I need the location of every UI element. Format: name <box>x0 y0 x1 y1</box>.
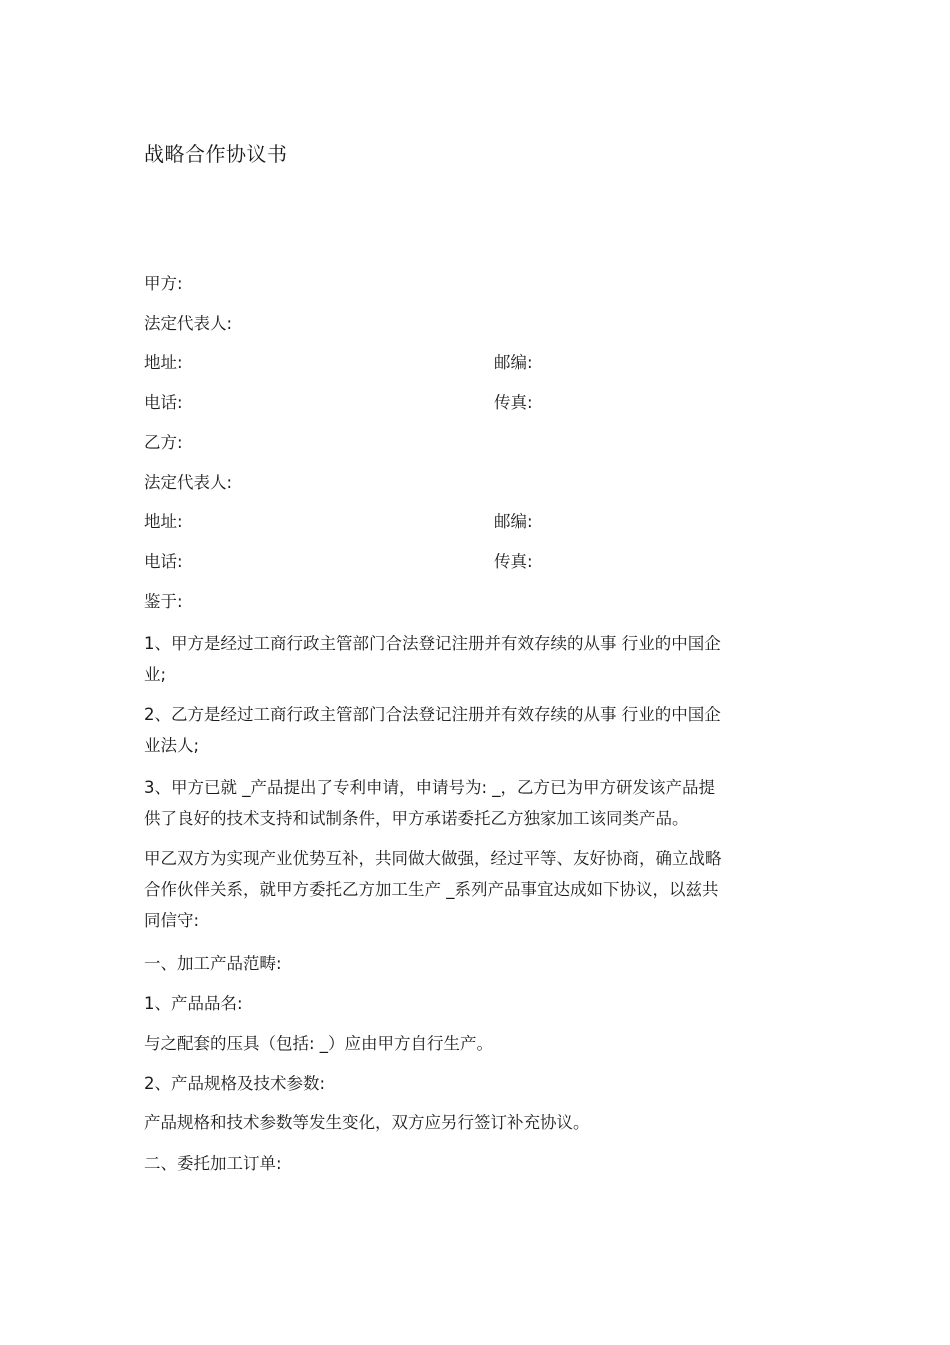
party-a-fax: 传真: <box>494 393 533 412</box>
clause-1-line-2: 业; <box>144 665 167 684</box>
section-1-item-1: 1、产品品名: <box>144 994 243 1013</box>
clause-2 <box>144 699 804 761</box>
clause-2-line-1: 2、乙方是经过工商行政主管部门合法登记注册并有效存续的从事 行业的中国企 <box>144 705 721 724</box>
party-a-phone-row <box>144 392 533 414</box>
clause-1 <box>144 628 804 690</box>
party-b-postcode: 邮编: <box>494 512 533 531</box>
clause-3-line-1: 3、甲方已就 _产品提出了专利申请，申请号为: _，乙方已为甲方研发该产品提 <box>144 778 716 797</box>
party-b-fax: 传真: <box>494 552 533 571</box>
party-a-address: 地址: <box>144 353 183 372</box>
intro-paragraph <box>144 843 804 936</box>
section-2-heading: 二、委托加工订单: <box>144 1154 282 1173</box>
section-1-item-1-text: 与之配套的压具（包括: _）应由甲方自行生产。 <box>144 1034 494 1053</box>
party-a-rep: 法定代表人: <box>144 314 233 333</box>
party-b-label: 乙方: <box>144 433 183 452</box>
party-a-address-row <box>144 352 533 374</box>
whereas-label: 鉴于: <box>144 592 183 611</box>
intro-line-2: 合作伙伴关系，就甲方委托乙方加工生产 _系列产品事宜达成如下协议，以兹共 <box>144 880 719 899</box>
intro-line-1: 甲乙双方为实现产业优势互补，共同做大做强，经过平等、友好协商，确立战略 <box>144 849 722 868</box>
party-b-rep: 法定代表人: <box>144 473 233 492</box>
section-1-item-2-text: 产品规格和技术参数等发生变化，双方应另行签订补充协议。 <box>144 1113 590 1132</box>
party-a-postcode: 邮编: <box>494 353 533 372</box>
party-b-address: 地址: <box>144 512 183 531</box>
section-1-item-2: 2、产品规格及技术参数: <box>144 1074 326 1093</box>
party-a-label: 甲方: <box>144 274 183 293</box>
clause-3 <box>144 772 804 834</box>
clause-1-line-1: 1、甲方是经过工商行政主管部门合法登记注册并有效存续的从事 行业的中国企 <box>144 634 721 653</box>
party-b-phone-row <box>144 551 533 573</box>
document-title: 战略合作协议书 <box>144 142 288 166</box>
section-1-heading: 一、加工产品范畴: <box>144 954 282 973</box>
clause-2-line-2: 业法人; <box>144 736 200 755</box>
clause-3-line-2: 供了良好的技术支持和试制条件，甲方承诺委托乙方独家加工该同类产品。 <box>144 809 689 828</box>
intro-line-3: 同信守: <box>144 911 200 930</box>
party-a-phone: 电话: <box>144 393 183 412</box>
party-b-address-row <box>144 511 533 533</box>
party-b-phone: 电话: <box>144 552 183 571</box>
